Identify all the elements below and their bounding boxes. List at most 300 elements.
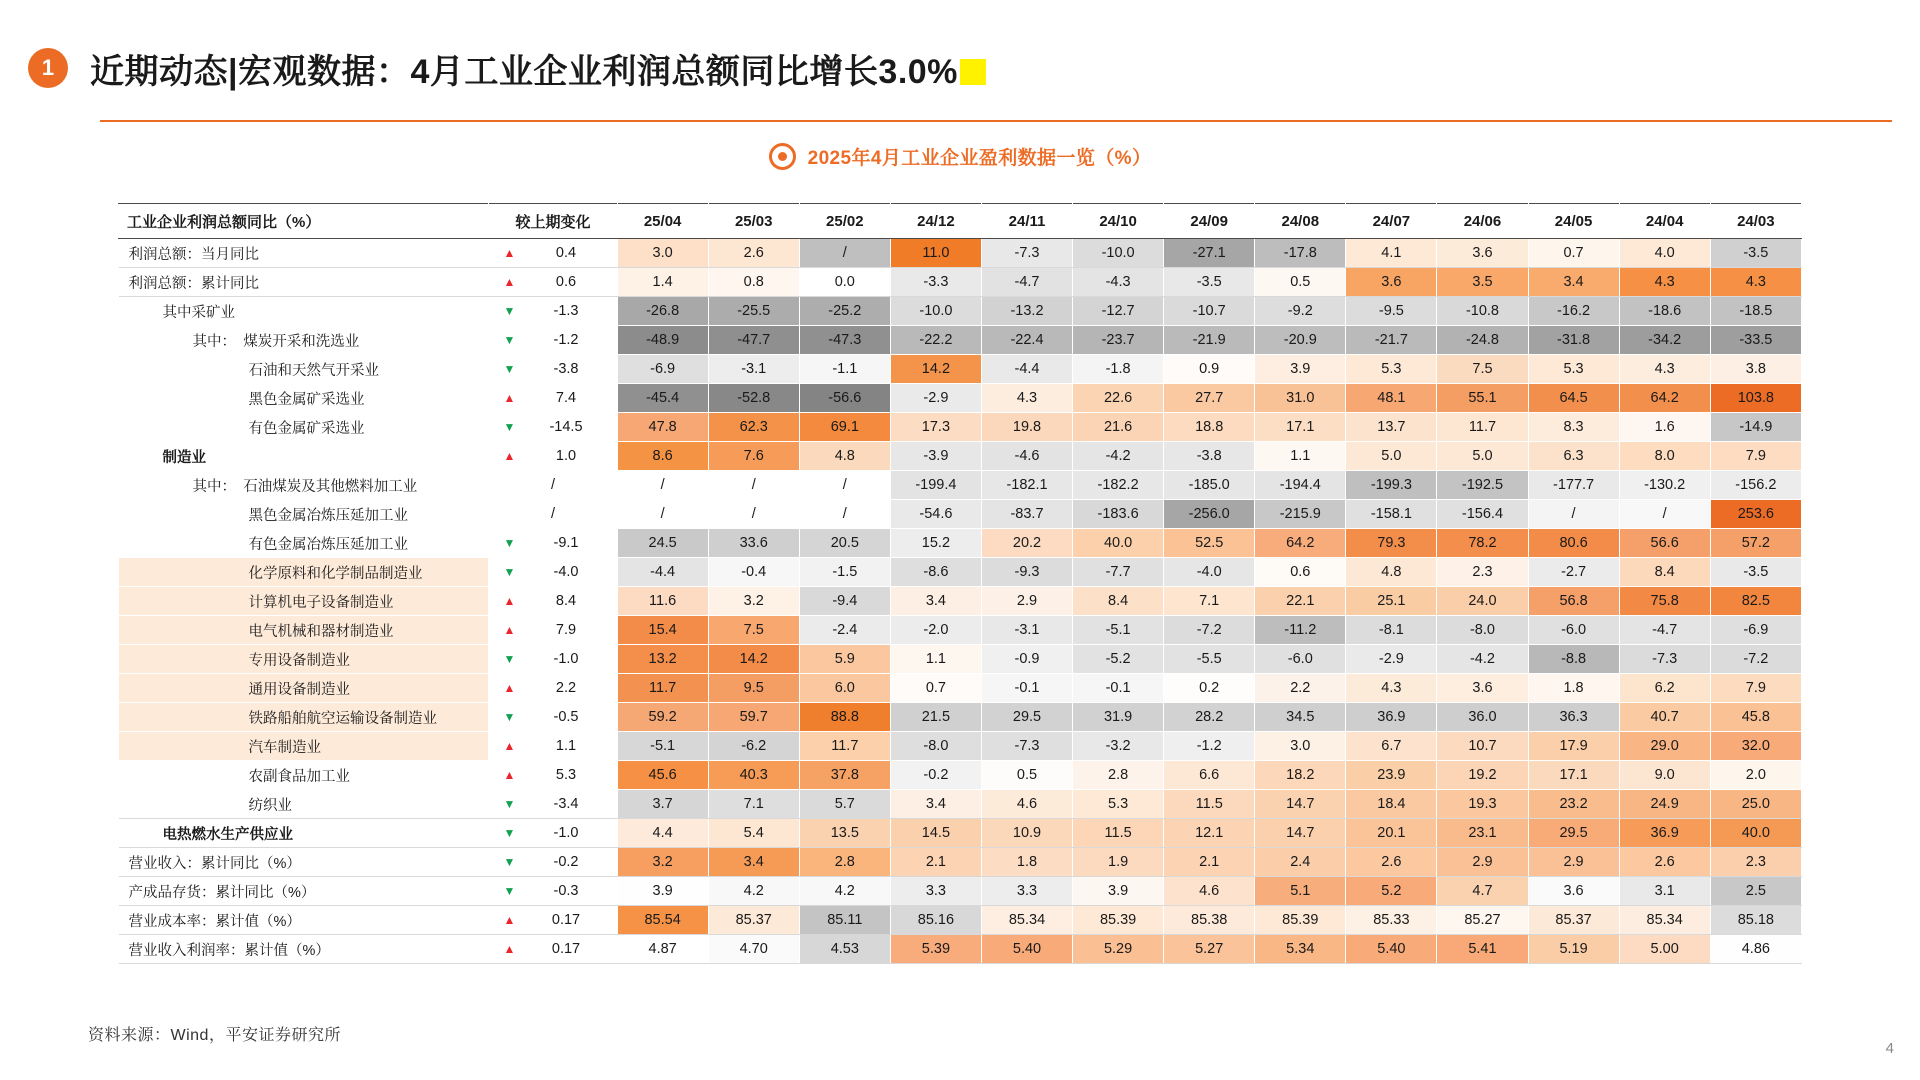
value-cell: 47.8 <box>617 413 708 442</box>
value-cell: -6.2 <box>708 732 799 761</box>
value-cell: -23.7 <box>1073 326 1164 355</box>
change-cell: ▲ 0.17 <box>489 935 617 964</box>
value-cell: 5.3 <box>1073 790 1164 819</box>
value-cell: 103.8 <box>1710 384 1801 413</box>
value-cell: 59.7 <box>708 703 799 732</box>
value-cell: -3.5 <box>1710 558 1801 587</box>
value-cell: -3.2 <box>1073 732 1164 761</box>
column-header-10: 24/07 <box>1346 204 1437 239</box>
value-cell: 11.6 <box>617 587 708 616</box>
table-row <box>119 326 1802 355</box>
value-cell: -1.2 <box>1164 732 1255 761</box>
change-cell: ▼ -14.5 <box>489 413 617 442</box>
value-cell: 2.9 <box>1528 848 1619 877</box>
value-cell: 5.0 <box>1346 442 1437 471</box>
table-row <box>119 471 1802 500</box>
table-row <box>119 819 1802 848</box>
value-cell: 31.0 <box>1255 384 1346 413</box>
value-cell: 22.1 <box>1255 587 1346 616</box>
value-cell: 36.0 <box>1437 703 1528 732</box>
value-cell: 17.9 <box>1528 732 1619 761</box>
value-cell: 7.5 <box>708 616 799 645</box>
value-cell: 52.5 <box>1164 529 1255 558</box>
value-cell: 80.6 <box>1528 529 1619 558</box>
table-head <box>119 204 1802 239</box>
value-cell: -25.5 <box>708 297 799 326</box>
change-cell: ▼ -1.2 <box>489 326 617 355</box>
change-cell: ▲ 0.17 <box>489 906 617 935</box>
value-cell: 5.7 <box>799 790 890 819</box>
triangle-up-icon: ▲ <box>503 768 516 782</box>
value-cell: 0.7 <box>1528 239 1619 268</box>
value-cell: 3.6 <box>1437 674 1528 703</box>
value-cell: -16.2 <box>1528 297 1619 326</box>
value-cell: -13.2 <box>981 297 1072 326</box>
value-cell: 79.3 <box>1346 529 1437 558</box>
value-cell: 2.3 <box>1437 558 1528 587</box>
value-cell: / <box>1619 500 1710 529</box>
value-cell: / <box>799 500 890 529</box>
value-cell: 11.0 <box>890 239 981 268</box>
column-header-13: 24/04 <box>1619 204 1710 239</box>
value-cell: -25.2 <box>799 297 890 326</box>
triangle-up-icon: ▲ <box>503 449 516 463</box>
value-cell: 2.1 <box>1164 848 1255 877</box>
triangle-up-icon: ▲ <box>503 275 516 289</box>
change-cell: ▲ 1.0 <box>489 442 617 471</box>
value-cell: -5.5 <box>1164 645 1255 674</box>
table-row <box>119 645 1802 674</box>
value-cell: 17.1 <box>1255 413 1346 442</box>
row-label: 农副食品加工业 <box>119 761 489 790</box>
value-cell: 7.9 <box>1710 442 1801 471</box>
value-cell: 13.5 <box>799 819 890 848</box>
value-cell: 1.1 <box>1255 442 1346 471</box>
value-cell: -9.4 <box>799 587 890 616</box>
value-cell: 85.18 <box>1710 906 1801 935</box>
value-cell: 5.34 <box>1255 935 1346 964</box>
value-cell: -7.2 <box>1710 645 1801 674</box>
value-cell: 20.5 <box>799 529 890 558</box>
value-cell: 4.3 <box>1346 674 1437 703</box>
value-cell: 24.9 <box>1619 790 1710 819</box>
value-cell: 78.2 <box>1437 529 1528 558</box>
row-label: 黑色金属矿采选业 <box>119 384 489 413</box>
value-cell: 0.5 <box>981 761 1072 790</box>
value-cell: 11.7 <box>617 674 708 703</box>
value-cell: -4.6 <box>981 442 1072 471</box>
value-cell: 15.2 <box>890 529 981 558</box>
column-header-0: 工业企业利润总额同比（%） <box>119 204 489 239</box>
value-cell: 29.5 <box>1528 819 1619 848</box>
table-row <box>119 906 1802 935</box>
row-label: 其中： 石油煤炭及其他燃料加工业 <box>119 471 489 500</box>
value-cell: 3.0 <box>1255 732 1346 761</box>
value-cell: 88.8 <box>799 703 890 732</box>
value-cell: -4.4 <box>617 558 708 587</box>
change-cell: ▲ 5.3 <box>489 761 617 790</box>
value-cell: 5.00 <box>1619 935 1710 964</box>
value-cell: -2.0 <box>890 616 981 645</box>
value-cell: 6.2 <box>1619 674 1710 703</box>
value-cell: -6.0 <box>1255 645 1346 674</box>
value-cell: -4.3 <box>1073 268 1164 297</box>
value-cell: -215.9 <box>1255 500 1346 529</box>
triangle-down-icon: ▼ <box>503 855 516 869</box>
value-cell: 64.2 <box>1619 384 1710 413</box>
value-cell: 3.4 <box>890 790 981 819</box>
value-cell: 19.3 <box>1437 790 1528 819</box>
value-cell: -27.1 <box>1164 239 1255 268</box>
value-cell: -48.9 <box>617 326 708 355</box>
value-cell: 2.1 <box>890 848 981 877</box>
value-cell: 2.6 <box>1619 848 1710 877</box>
value-cell: 4.3 <box>1619 355 1710 384</box>
value-cell: / <box>799 239 890 268</box>
value-cell: 85.37 <box>708 906 799 935</box>
value-cell: 85.39 <box>1255 906 1346 935</box>
value-cell: 2.8 <box>1073 761 1164 790</box>
change-cell: ▼ -0.5 <box>489 703 617 732</box>
value-cell: 3.4 <box>708 848 799 877</box>
value-cell: 55.1 <box>1437 384 1528 413</box>
row-label: 汽车制造业 <box>119 732 489 761</box>
value-cell: 1.1 <box>890 645 981 674</box>
value-cell: -158.1 <box>1346 500 1437 529</box>
value-cell: 7.6 <box>708 442 799 471</box>
value-cell: 25.0 <box>1710 790 1801 819</box>
value-cell: 4.8 <box>1346 558 1437 587</box>
triangle-up-icon: ▲ <box>503 681 516 695</box>
value-cell: 4.2 <box>708 877 799 906</box>
value-cell: -182.2 <box>1073 471 1164 500</box>
value-cell: -22.2 <box>890 326 981 355</box>
triangle-up-icon: ▲ <box>503 391 516 405</box>
change-cell: ▼ -3.8 <box>489 355 617 384</box>
value-cell: -14.9 <box>1710 413 1801 442</box>
table-row <box>119 703 1802 732</box>
value-cell: -5.1 <box>617 732 708 761</box>
column-header-9: 24/08 <box>1255 204 1346 239</box>
value-cell: 11.7 <box>799 732 890 761</box>
value-cell: -3.5 <box>1164 268 1255 297</box>
change-cell: ▼ -1.0 <box>489 819 617 848</box>
value-cell: 36.3 <box>1528 703 1619 732</box>
value-cell: 85.16 <box>890 906 981 935</box>
value-cell: -4.2 <box>1073 442 1164 471</box>
value-cell: 14.7 <box>1255 819 1346 848</box>
value-cell: -11.2 <box>1255 616 1346 645</box>
value-cell: 3.7 <box>617 790 708 819</box>
table-row <box>119 268 1802 297</box>
table-row <box>119 587 1802 616</box>
row-label: 计算机电子设备制造业 <box>119 587 489 616</box>
change-cell: ▲ 7.4 <box>489 384 617 413</box>
value-cell: -7.3 <box>981 239 1072 268</box>
chart-subtitle: 2025年4月工业企业盈利数据一览（%） <box>807 148 1152 169</box>
value-cell: 45.6 <box>617 761 708 790</box>
table-row <box>119 935 1802 964</box>
value-cell: 4.53 <box>799 935 890 964</box>
value-cell: / <box>799 471 890 500</box>
value-cell: 5.39 <box>890 935 981 964</box>
value-cell: -199.4 <box>890 471 981 500</box>
highlight-marker <box>960 59 986 85</box>
change-cell: ▼ -1.3 <box>489 297 617 326</box>
column-header-8: 24/09 <box>1164 204 1255 239</box>
triangle-up-icon: ▲ <box>503 623 516 637</box>
value-cell: 4.7 <box>1437 877 1528 906</box>
value-cell: 1.8 <box>1528 674 1619 703</box>
value-cell: / <box>708 500 799 529</box>
value-cell: 69.1 <box>799 413 890 442</box>
value-cell: 4.6 <box>981 790 1072 819</box>
page-number: 4 <box>1885 1040 1894 1057</box>
value-cell: -2.9 <box>890 384 981 413</box>
value-cell: 85.54 <box>617 906 708 935</box>
value-cell: -182.1 <box>981 471 1072 500</box>
value-cell: 21.5 <box>890 703 981 732</box>
value-cell: 85.34 <box>1619 906 1710 935</box>
value-cell: 85.34 <box>981 906 1072 935</box>
value-cell: 2.4 <box>1255 848 1346 877</box>
row-label: 电气机械和器材制造业 <box>119 616 489 645</box>
table-row <box>119 413 1802 442</box>
value-cell: 0.6 <box>1255 558 1346 587</box>
change-cell: ▲ 2.2 <box>489 674 617 703</box>
value-cell: 56.8 <box>1528 587 1619 616</box>
slide-header <box>0 36 1920 100</box>
value-cell: -10.7 <box>1164 297 1255 326</box>
column-header-1: 较上期变化 <box>489 204 617 239</box>
row-label: 专用设备制造业 <box>119 645 489 674</box>
value-cell: -177.7 <box>1528 471 1619 500</box>
change-cell: ▲ 0.4 <box>489 239 617 268</box>
change-cell: ▲ 8.4 <box>489 587 617 616</box>
value-cell: 5.2 <box>1346 877 1437 906</box>
value-cell: 4.8 <box>799 442 890 471</box>
value-cell: 18.8 <box>1164 413 1255 442</box>
value-cell: -0.1 <box>981 674 1072 703</box>
value-cell: 18.4 <box>1346 790 1437 819</box>
value-cell: 3.0 <box>617 239 708 268</box>
value-cell: -194.4 <box>1255 471 1346 500</box>
table-row <box>119 674 1802 703</box>
value-cell: -0.4 <box>708 558 799 587</box>
value-cell: 3.9 <box>617 877 708 906</box>
value-cell: 85.37 <box>1528 906 1619 935</box>
column-header-6: 24/11 <box>981 204 1072 239</box>
value-cell: 2.6 <box>1346 848 1437 877</box>
value-cell: 19.2 <box>1437 761 1528 790</box>
value-cell: 45.8 <box>1710 703 1801 732</box>
section-number-badge: 1 <box>28 48 68 88</box>
value-cell: 5.40 <box>981 935 1072 964</box>
value-cell: 29.5 <box>981 703 1072 732</box>
value-cell: -7.3 <box>1619 645 1710 674</box>
value-cell: 1.8 <box>981 848 1072 877</box>
value-cell: -24.8 <box>1437 326 1528 355</box>
header-divider <box>100 120 1892 122</box>
chart-subtitle-row <box>0 143 1920 170</box>
table-row <box>119 790 1802 819</box>
value-cell: 31.9 <box>1073 703 1164 732</box>
table-row <box>119 500 1802 529</box>
value-cell: 4.87 <box>617 935 708 964</box>
change-cell: ▲ 0.6 <box>489 268 617 297</box>
value-cell: 48.1 <box>1346 384 1437 413</box>
value-cell: 0.2 <box>1164 674 1255 703</box>
row-label: 电热燃水生产供应业 <box>119 819 489 848</box>
triangle-down-icon: ▼ <box>503 884 516 898</box>
value-cell: 1.6 <box>1619 413 1710 442</box>
value-cell: -4.7 <box>1619 616 1710 645</box>
value-cell: -10.0 <box>890 297 981 326</box>
value-cell: 40.0 <box>1710 819 1801 848</box>
value-cell: 85.38 <box>1164 906 1255 935</box>
change-cell: ▼ -0.3 <box>489 877 617 906</box>
value-cell: -8.8 <box>1528 645 1619 674</box>
value-cell: 75.8 <box>1619 587 1710 616</box>
value-cell: -192.5 <box>1437 471 1528 500</box>
triangle-up-icon: ▲ <box>503 739 516 753</box>
value-cell: 5.29 <box>1073 935 1164 964</box>
value-cell: -2.4 <box>799 616 890 645</box>
value-cell: 40.7 <box>1619 703 1710 732</box>
value-cell: -1.8 <box>1073 355 1164 384</box>
triangle-down-icon: ▼ <box>503 420 516 434</box>
value-cell: 25.1 <box>1346 587 1437 616</box>
value-cell: 10.7 <box>1437 732 1528 761</box>
table-body <box>119 239 1802 964</box>
table-row <box>119 384 1802 413</box>
value-cell: -9.3 <box>981 558 1072 587</box>
change-cell: ▲ 1.1 <box>489 732 617 761</box>
value-cell: 4.70 <box>708 935 799 964</box>
value-cell: 3.4 <box>890 587 981 616</box>
change-cell: ▼ -1.0 <box>489 645 617 674</box>
title-wrap <box>90 44 986 93</box>
value-cell: -45.4 <box>617 384 708 413</box>
value-cell: 2.9 <box>981 587 1072 616</box>
value-cell: 4.2 <box>799 877 890 906</box>
value-cell: -18.5 <box>1710 297 1801 326</box>
change-cell: ▼ -3.4 <box>489 790 617 819</box>
column-header-2: 25/04 <box>617 204 708 239</box>
triangle-down-icon: ▼ <box>503 565 516 579</box>
value-cell: -8.1 <box>1346 616 1437 645</box>
value-cell: 40.0 <box>1073 529 1164 558</box>
row-label: 产成品存货：累计同比（%） <box>119 877 489 906</box>
table-row <box>119 877 1802 906</box>
value-cell: 5.41 <box>1437 935 1528 964</box>
value-cell: 0.9 <box>1164 355 1255 384</box>
value-cell: -7.7 <box>1073 558 1164 587</box>
value-cell: 85.11 <box>799 906 890 935</box>
bullet-dot-icon <box>769 143 796 170</box>
value-cell: -47.7 <box>708 326 799 355</box>
triangle-up-icon: ▲ <box>503 594 516 608</box>
value-cell: 0.8 <box>708 268 799 297</box>
value-cell: 3.1 <box>1619 877 1710 906</box>
value-cell: -22.4 <box>981 326 1072 355</box>
value-cell: 7.9 <box>1710 674 1801 703</box>
value-cell: -10.0 <box>1073 239 1164 268</box>
value-cell: -156.4 <box>1437 500 1528 529</box>
table-row <box>119 239 1802 268</box>
value-cell: 3.3 <box>981 877 1072 906</box>
value-cell: 3.4 <box>1528 268 1619 297</box>
value-cell: 20.1 <box>1346 819 1437 848</box>
value-cell: -54.6 <box>890 500 981 529</box>
value-cell: -83.7 <box>981 500 1072 529</box>
value-cell: -183.6 <box>1073 500 1164 529</box>
value-cell: 17.1 <box>1528 761 1619 790</box>
value-cell: 4.6 <box>1164 877 1255 906</box>
value-cell: -156.2 <box>1710 471 1801 500</box>
value-cell: 14.2 <box>890 355 981 384</box>
row-label: 石油和天然气开采业 <box>119 355 489 384</box>
value-cell: 6.7 <box>1346 732 1437 761</box>
row-label: 营业收入：累计同比（%） <box>119 848 489 877</box>
table-row <box>119 616 1802 645</box>
value-cell: 19.8 <box>981 413 1072 442</box>
value-cell: 36.9 <box>1346 703 1437 732</box>
value-cell: -8.0 <box>890 732 981 761</box>
value-cell: 6.6 <box>1164 761 1255 790</box>
column-header-12: 24/05 <box>1528 204 1619 239</box>
row-label: 利润总额：当月同比 <box>119 239 489 268</box>
value-cell: 14.2 <box>708 645 799 674</box>
value-cell: -5.2 <box>1073 645 1164 674</box>
value-cell: 56.6 <box>1619 529 1710 558</box>
value-cell: -1.1 <box>799 355 890 384</box>
value-cell: -3.5 <box>1710 239 1801 268</box>
value-cell: 3.6 <box>1346 268 1437 297</box>
value-cell: -130.2 <box>1619 471 1710 500</box>
value-cell: -17.8 <box>1255 239 1346 268</box>
value-cell: 11.5 <box>1164 790 1255 819</box>
value-cell: / <box>1528 500 1619 529</box>
value-cell: 14.7 <box>1255 790 1346 819</box>
value-cell: -6.9 <box>617 355 708 384</box>
triangle-up-icon: ▲ <box>503 942 516 956</box>
page-title: 近期动态|宏观数据：4月工业企业利润总额同比增长3.0% <box>90 52 958 91</box>
value-cell: 4.1 <box>1346 239 1437 268</box>
value-cell: -9.5 <box>1346 297 1437 326</box>
value-cell: 2.3 <box>1710 848 1801 877</box>
value-cell: 82.5 <box>1710 587 1801 616</box>
value-cell: 4.3 <box>1710 268 1801 297</box>
value-cell: 9.5 <box>708 674 799 703</box>
value-cell: -31.8 <box>1528 326 1619 355</box>
value-cell: 7.1 <box>1164 587 1255 616</box>
value-cell: -3.9 <box>890 442 981 471</box>
value-cell: 64.2 <box>1255 529 1346 558</box>
value-cell: 22.6 <box>1073 384 1164 413</box>
value-cell: 17.3 <box>890 413 981 442</box>
change-cell: ▼ -0.2 <box>489 848 617 877</box>
value-cell: 2.5 <box>1710 877 1801 906</box>
column-header-14: 24/03 <box>1710 204 1801 239</box>
value-cell: 8.6 <box>617 442 708 471</box>
value-cell: 23.9 <box>1346 761 1437 790</box>
change-cell: / <box>489 471 617 500</box>
row-label: 化学原料和化学制品制造业 <box>119 558 489 587</box>
value-cell: / <box>708 471 799 500</box>
value-cell: -0.1 <box>1073 674 1164 703</box>
value-cell: -3.3 <box>890 268 981 297</box>
